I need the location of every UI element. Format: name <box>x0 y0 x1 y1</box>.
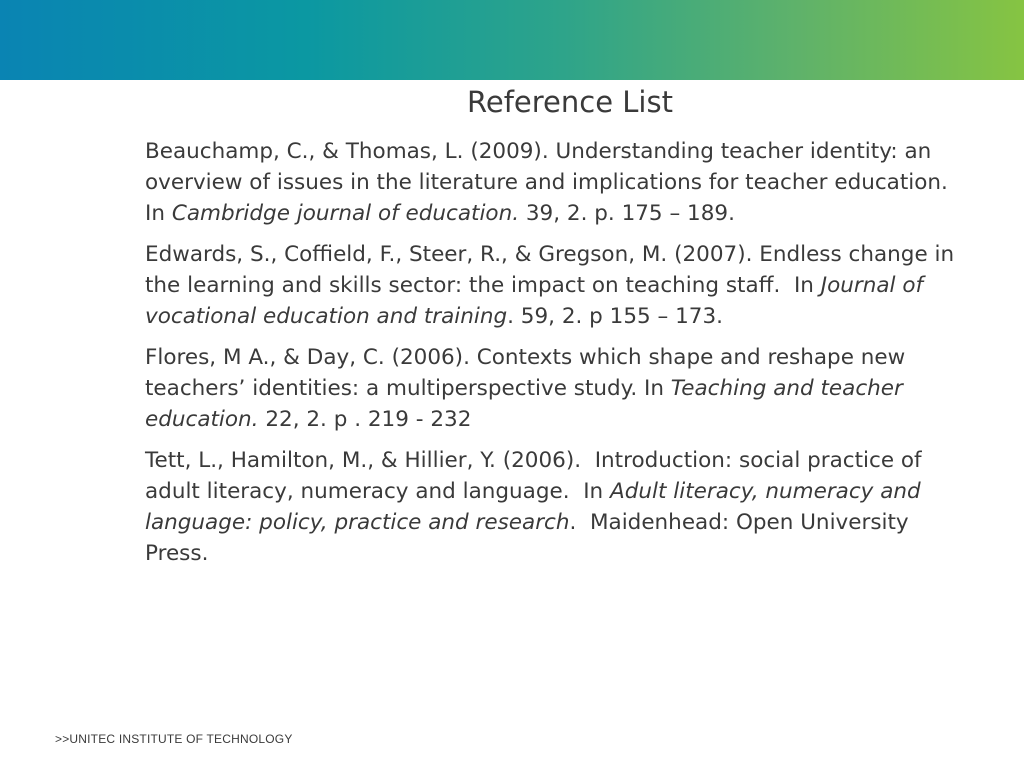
reference-details: 39, 2. p. 175 – 189. <box>519 201 735 226</box>
reference-text: Flores, M A., & Day, C. (2006). Contexts which shape and reshape new teachers’ identities: a multiperspective study. In <box>145 345 913 401</box>
reference-text: Beauchamp, C., & Thomas, L. (2009). Understanding teacher identity: an overview of issues in the literature and implications for teacher education. In <box>145 139 955 226</box>
reference-source-title: Journal of vocational education and training <box>145 273 930 329</box>
reference-item <box>145 445 960 569</box>
reference-details: . 59, 2. p 155 – 173. <box>507 304 723 329</box>
footer-institution: >>UNITEC INSTITUTE OF TECHNOLOGY <box>55 732 293 746</box>
reference-source-title: Adult literacy, numeracy and language: policy, practice and research <box>145 479 928 535</box>
header-gradient-band <box>0 0 1024 80</box>
reference-item <box>145 342 960 435</box>
reference-list <box>145 136 960 579</box>
reference-details: 22, 2. p . 219 - 232 <box>258 407 472 432</box>
reference-source-title: Teaching and teacher education. <box>145 376 910 432</box>
reference-text: Tett, L., Hamilton, M., & Hillier, Y. (2006). Introduction: social practice of adult literacy, numeracy and language. In <box>145 448 929 504</box>
reference-source-title: Cambridge journal of education. <box>171 201 520 226</box>
reference-item <box>145 239 960 332</box>
reference-text: Edwards, S., Coffield, F., Steer, R., & Gregson, M. (2007). Endless change in the learning and skills sector: the impact on teaching staff. In <box>145 242 961 298</box>
reference-details: . Maidenhead: Open University Press. <box>145 510 916 566</box>
slide-title: Reference List <box>467 85 673 119</box>
reference-item <box>145 136 960 229</box>
